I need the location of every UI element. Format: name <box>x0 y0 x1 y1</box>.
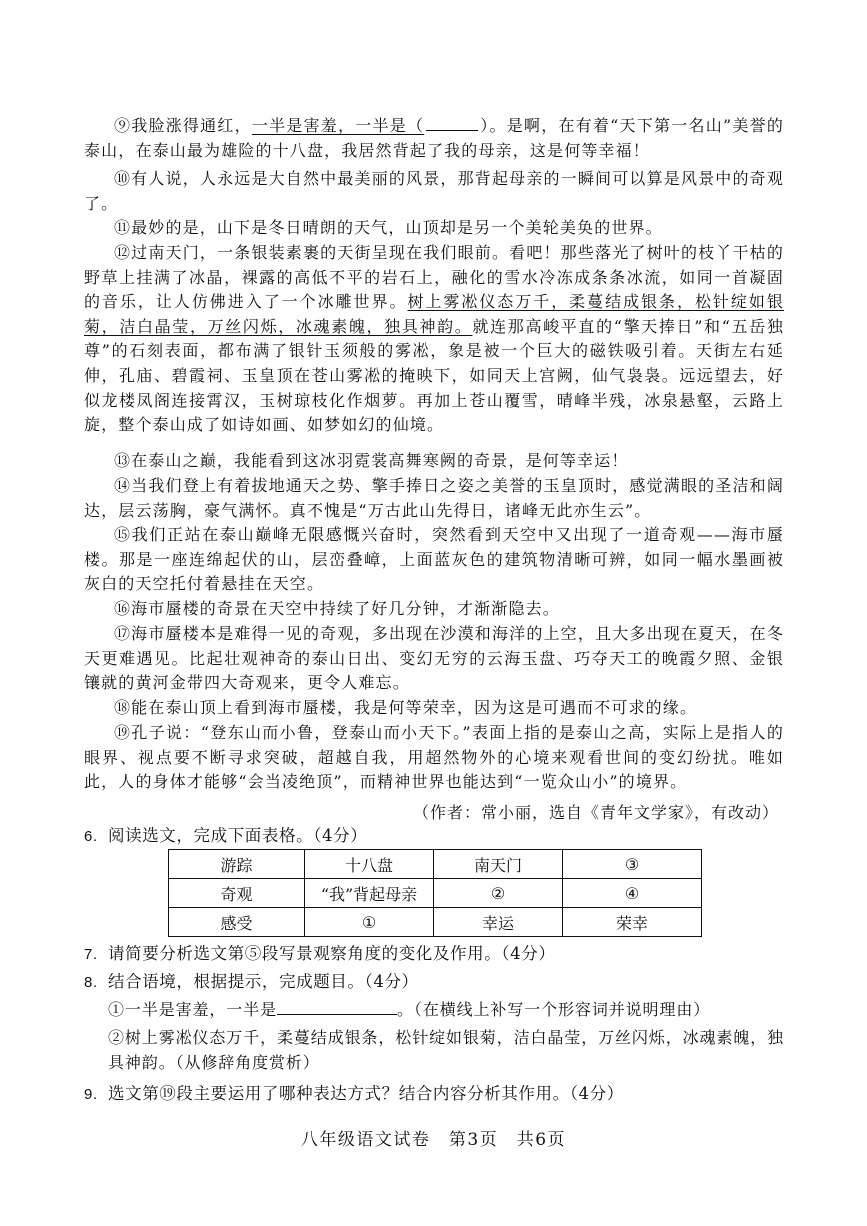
answer-cell-1[interactable]: ① <box>305 908 434 937</box>
question-8-part-1: ①一半是害羞，一半是 。（在横线上补写一个形容词并说明理由） <box>108 1000 711 1019</box>
answer-cell-3[interactable]: ③ <box>563 850 702 879</box>
answer-table <box>168 849 702 937</box>
underlined-phrase: 一半是害羞，一半是（ <box>251 116 425 135</box>
table-row: 感受 ① 幸运 荣幸 <box>169 908 702 937</box>
paragraph-19: ⑲孔子说：“登东山而小鲁，登泰山而小天下。”表面上指的是泰山之高，实际上是指人的眼界、视点要不断寻求突破，超越自我，用超然物外的心境来观看世间的变幻纷扰。唯如此，人的身体才能够“会当凌绝顶”，而精神世界也能达到“一览众山小”的境界。 <box>84 723 784 792</box>
underlined-sentence: 树上雾凇仪态万千，柔蔓结成银条，松针绽如银菊，洁白晶莹，万丝闪烁，冰魂素魄，独具神韵。 <box>84 292 784 336</box>
page-footer: 八年级语文试卷 第3页 共6页 <box>300 1130 567 1150</box>
paragraph-13: ⑬在泰山之巅，我能看到这冰羽霓裳高舞寒阙的奇景，是何等幸运！ <box>114 451 629 470</box>
paragraph-17: ⑰海市蜃楼本是难得一见的奇观，多出现在沙漠和海洋的上空，且大多出现在夏天，在冬天更难遇见。比起壮观神奇的泰山日出、变幻无穷的云海玉盘、巧夺天工的晚霞夕照、金银镶就的黄河金带四大奇观来，更令人难忘。 <box>84 624 784 693</box>
question-7: 7. 请简要分析选文第⑤段写景观察角度的变化及作用。（4分） <box>84 944 556 963</box>
attribution: （作者：常小丽，选自《青年文学家》，有改动） <box>412 803 779 822</box>
paragraph-11: ⑪最妙的是，山下是冬日晴朗的天气，山顶却是另一个美轮美奂的世界。 <box>114 218 663 237</box>
paragraph-15: ⑮我们正站在泰山巅峰无限感慨兴奋时，突然看到天空中又出现了一道奇观——海市蜃楼。那是一座连绵起伏的山，层峦叠嶂，上面蓝灰色的建筑物清晰可辨，如同一幅水墨画被灰白的天空托付着悬挂在天空。 <box>84 525 784 594</box>
question-9: 9. 选文第⑲段主要运用了哪种表达方式？结合内容分析其作用。（4分） <box>84 1084 624 1103</box>
table-row: 游踪 十八盘 南天门 ③ <box>169 850 702 879</box>
question-6: 6. 阅读选文，完成下面表格。（4分） <box>84 826 368 845</box>
answer-cell-2[interactable]: ② <box>434 879 563 908</box>
table-row: 奇观 “我”背起母亲 ② ④ <box>169 879 702 908</box>
paragraph-12: ⑫过南天门，一条银装素裹的天街呈现在我们眼前。看吧！那些落光了树叶的枝丫干枯的野草上挂满了冰晶，裸露的高低不平的岩石上，融化的雪水冷冻成条条冰流，如同一首凝固的音乐，让人仿佛进入了一个冰雕世界。树上雾凇仪态万千，柔蔓结成银条，松针绽如银菊，洁白晶莹，万丝闪烁，冰魂素魄，独具神韵。就连那高峻平直的“擎天捧日”和“五岳独尊”的石刻表面，都布满了银针玉须般的雾凇，象是被一个巨大的磁铁吸引着。天街左右延伸，孔庙、碧霞祠、玉皇顶在苍山雾凇的掩映下，如同天上宫阙，仙气袅袅。远远望去，好似龙楼凤阁连接霄汉，玉树琼枝化作烟萝。再加上苍山覆雪，晴峰半残，冰泉悬壑，云路上旋，整个泰山成了如诗如画、如梦如幻的仙境。 <box>84 243 784 435</box>
answer-blank[interactable] <box>277 1000 397 1015</box>
paragraph-14: ⑭当我们登上有着拔地通天之势、擎手捧日之姿之美誉的玉皇顶时，感觉满眼的圣洁和阔达，层云荡胸，豪气满怀。真不愧是“万古此山先得日，诸峰无此亦生云”。 <box>84 476 784 520</box>
answer-blank[interactable] <box>426 116 478 131</box>
question-8: 8. 结合语境，根据提示，完成题目。（4分） <box>84 972 419 991</box>
question-8-part-2: ②树上雾凇仪态万千，柔蔓结成银条，松针绽如银菊，洁白晶莹，万丝闪烁，冰魂素魄，独具神韵。（从修辞角度赏析） <box>108 1028 785 1072</box>
paragraph-10: ⑩有人说，人永远是大自然中最美丽的风景，那背起母亲的一瞬间可以算是风景中的奇观了。 <box>84 169 784 213</box>
paragraph-18: ⑱能在泰山顶上看到海市蜃楼，我是何等荣幸，因为这是可遇而不可求的缘。 <box>114 698 698 717</box>
answer-cell-4[interactable]: ④ <box>563 879 702 908</box>
paragraph-16: ⑯海市蜃楼的奇景在天空中持续了好几分钟，才渐渐隐去。 <box>114 599 560 618</box>
paragraph-9: ⑨我脸涨得通红，一半是害羞，一半是（ ）。是啊，在有着“天下第一名山”美誉的泰山，在泰山最为雄险的十八盘，我居然背起了我的母亲，这是何等幸福！ <box>84 116 784 160</box>
